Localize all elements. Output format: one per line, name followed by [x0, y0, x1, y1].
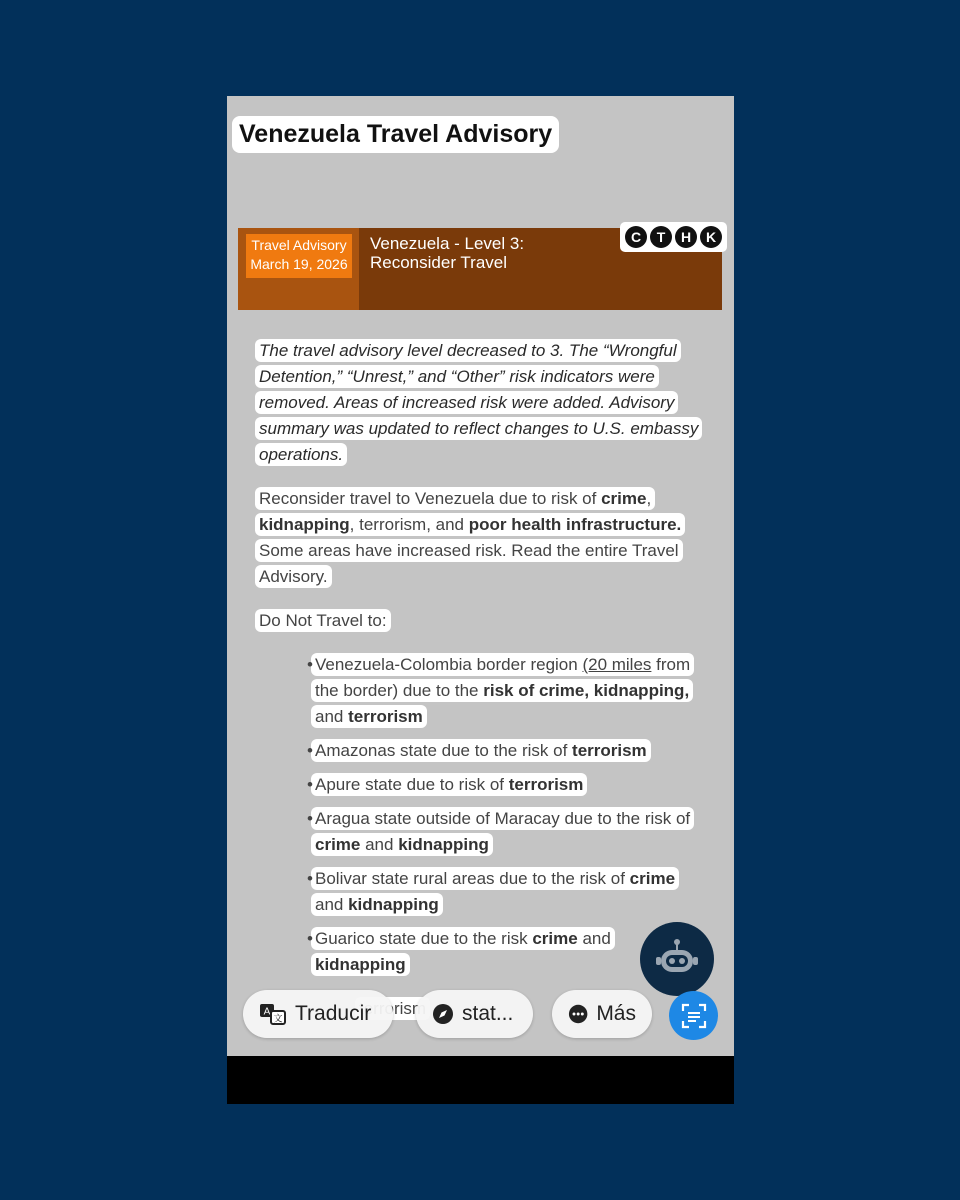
advisory-banner [238, 228, 722, 310]
text-run: and [360, 835, 399, 854]
bold-run: crime [532, 929, 578, 948]
summary-paragraph [255, 338, 705, 468]
bullet-icon: • [307, 775, 313, 794]
text-run: terrorism [359, 515, 427, 534]
list-item [255, 772, 705, 798]
list-item-text [311, 867, 679, 916]
compass-icon [432, 1003, 454, 1025]
banner-title-line1: Venezuela - Level 3: [370, 234, 525, 253]
logo-letter: T [650, 226, 672, 248]
text-run: , [349, 515, 360, 534]
bold-run: crime [315, 835, 361, 854]
text-run: Amazonas state due to the risk of [315, 741, 573, 760]
list-item-text [311, 653, 694, 728]
translate-button[interactable] [243, 990, 393, 1038]
do-not-travel-list [255, 652, 705, 1022]
svg-text:A: A [263, 1006, 271, 1018]
distance-link[interactable]: (20 miles [582, 655, 652, 674]
bold-run: kidnapping [348, 895, 439, 914]
more-dots-icon [568, 1003, 588, 1025]
bold-run: kidnapping [398, 835, 489, 854]
text-run: and [315, 895, 349, 914]
text-run: and [315, 707, 349, 726]
bullet-icon: • [307, 929, 313, 948]
reconsider-paragraph [255, 486, 705, 590]
text-run: Apure state due to risk of [315, 775, 509, 794]
advisory-content [255, 338, 705, 1030]
list-item-text [311, 807, 694, 856]
bullet-icon: • [307, 809, 313, 828]
text-run: Guarico state due to the risk [315, 929, 533, 948]
more-label: Más [596, 1002, 636, 1025]
list-item [255, 866, 705, 918]
do-not-travel-label: Do Not Travel to: [255, 609, 391, 632]
logo-letter: H [675, 226, 697, 248]
banner-left-panel [238, 228, 359, 310]
logo-letter: K [700, 226, 722, 248]
search-chip-label: stat... [462, 1002, 514, 1025]
bold-run: terrorism [348, 707, 423, 726]
translate-icon [259, 1002, 287, 1026]
list-item [255, 652, 705, 730]
translate-label: Traducir [295, 1002, 372, 1025]
page-title: Venezuela Travel Advisory [232, 116, 559, 153]
text-run: , [646, 489, 652, 508]
system-navigation-bar [227, 1056, 734, 1104]
text-run: , and [426, 515, 469, 534]
bold-run: crime [601, 489, 647, 508]
banner-title [370, 234, 524, 272]
advisory-badge [246, 234, 352, 278]
list-item-text [311, 927, 615, 976]
text-run: from the border) due to the [315, 655, 691, 700]
bold-run: risk of crime, kidnapping, [483, 681, 690, 700]
text-scan-button[interactable] [669, 991, 718, 1040]
list-item [255, 738, 705, 764]
list-item [255, 806, 705, 858]
banner-title-line2: Reconsider Travel [370, 253, 508, 272]
bold-run: terrorism [572, 741, 647, 760]
text-run: Venezuela-Colombia border region [315, 655, 583, 674]
text-run: Aragua state outside of Maracay due to the risk of [315, 809, 691, 828]
list-item-text [311, 739, 651, 762]
do-not-travel-heading [255, 608, 705, 634]
bullet-icon: • [307, 655, 313, 674]
bold-run: kidnapping [259, 515, 350, 534]
bold-run: crime [629, 869, 676, 888]
badge-label: Travel Advisory [251, 237, 347, 253]
text-run: Reconsider travel to Venezuela due to risk of [259, 489, 602, 508]
svg-text:文: 文 [273, 1013, 283, 1024]
reconsider-text [255, 487, 685, 588]
bold-run: kidnapping [315, 955, 406, 974]
logo-letter: C [625, 226, 647, 248]
text-scan-icon [681, 1003, 707, 1029]
summary-text: The travel advisory level decreased to 3. The “Wrongful Detention,” “Unrest,” and “Other” risk indicators were removed. Areas of increased risk were added. Advisory summary was updated to reflect changes to U.S. embassy operations. [255, 339, 702, 466]
phone-screenshot [227, 96, 734, 1104]
cthk-logo [620, 222, 727, 252]
chatbot-icon [654, 939, 700, 979]
list-item [255, 926, 705, 978]
more-button[interactable] [552, 990, 652, 1038]
text-run: and [577, 929, 611, 948]
bullet-icon: • [307, 869, 313, 888]
bold-run: terrorism [508, 775, 584, 794]
text-run: Some areas have increased risk. Read the entire Travel Advisory. [259, 541, 679, 586]
chatbot-button[interactable] [640, 922, 714, 996]
bullet-icon: • [307, 741, 313, 760]
text-run: Bolivar state rural areas due to the risk of [315, 869, 630, 888]
list-item-text [311, 773, 587, 796]
search-chip[interactable] [416, 990, 533, 1038]
badge-date: March 19, 2026 [250, 256, 348, 272]
bold-run: poor health infrastructure. [468, 515, 682, 534]
